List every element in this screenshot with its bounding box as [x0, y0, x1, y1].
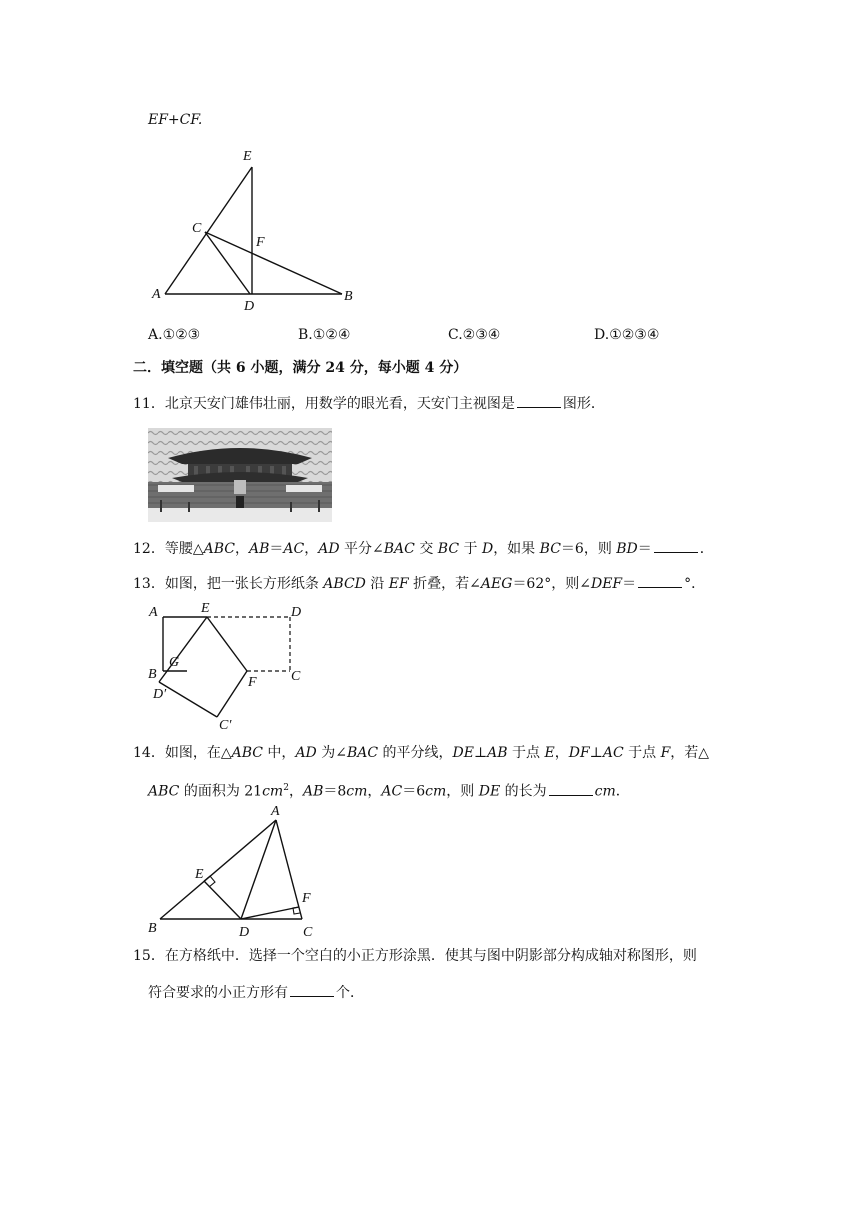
var: BC: [437, 541, 460, 557]
text: 平分∠: [339, 541, 384, 557]
text: ⊥: [474, 745, 488, 761]
var: EF: [388, 576, 409, 592]
text: ，: [234, 541, 249, 557]
foreground: [148, 508, 332, 522]
unit: cm: [262, 783, 284, 800]
question-text: 北京天安门雄伟壮丽，用数学的眼光看，天安门主视图是: [164, 396, 515, 412]
section-heading-fill-in: 二．填空题（共 6 小题，满分 24 分，每小题 4 分）: [133, 360, 468, 376]
text: ⊥: [589, 745, 603, 761]
unit: cm: [425, 783, 447, 800]
question-14: [133, 743, 709, 763]
choice-C[interactable]: [448, 325, 500, 345]
banner-right: [286, 485, 322, 492]
answer-blank[interactable]: [549, 781, 593, 796]
text: 中，: [262, 745, 296, 761]
answer-blank[interactable]: [638, 573, 682, 588]
text: ，: [554, 745, 569, 761]
question-number: 12．: [133, 541, 165, 557]
question-tail: 个．: [336, 985, 364, 1001]
choice-D[interactable]: [594, 325, 659, 345]
var: AC: [381, 783, 403, 800]
var: F: [660, 745, 671, 761]
label-B: B: [344, 289, 353, 304]
text: ＝8: [323, 783, 347, 800]
var: BC: [539, 541, 561, 557]
text: 于点: [507, 745, 545, 761]
label-F: F: [302, 891, 311, 906]
var: BAC: [346, 745, 379, 761]
label-B: B: [148, 667, 157, 682]
var: DEF: [590, 576, 623, 592]
text: 如图，把一张长方形纸条: [164, 576, 324, 592]
var: ABC: [148, 783, 180, 800]
text: ＝62°，则∠: [512, 576, 591, 592]
text: 于点: [623, 745, 661, 761]
var: AC: [602, 745, 624, 761]
var: AB: [487, 745, 508, 761]
question-14-line-2: [148, 778, 630, 802]
question-tail: ．: [699, 541, 714, 557]
question-text: 在方格纸中．选择一个空白的小正方形涂黑．使其与图中阴影部分构成轴对称图形，则: [164, 948, 697, 964]
text: ，: [304, 541, 319, 557]
label-A: A: [149, 605, 158, 620]
var: AB: [302, 783, 324, 800]
banner-left: [158, 485, 194, 492]
text: 如图，在△: [164, 745, 232, 761]
superscript: 2: [283, 783, 289, 793]
var: AD: [318, 541, 340, 557]
var: ABCD: [323, 576, 366, 592]
question-12: [133, 538, 714, 559]
text: 为∠: [316, 745, 347, 761]
question-tail: °．: [684, 576, 706, 592]
label-F: F: [248, 675, 257, 690]
question-15-line-2: [148, 982, 364, 1003]
var: ABC: [203, 541, 235, 557]
portrait: [234, 480, 246, 494]
text: 的长为: [500, 783, 547, 800]
choice-value: ①②③④: [609, 327, 660, 343]
text: ，若△: [670, 745, 710, 761]
gate-door: [236, 496, 244, 508]
line-CB: [205, 232, 342, 294]
choice-value: ②③④: [462, 327, 501, 343]
label-A: A: [271, 804, 280, 819]
text: 的面积为 21: [179, 783, 263, 800]
label-E: E: [201, 601, 210, 616]
question-text: 符合要求的小正方形有: [148, 985, 288, 1001]
line-Dprime-Cprime: [159, 682, 217, 717]
label-C: C: [291, 669, 301, 684]
label-F: F: [256, 235, 265, 250]
question-tail: 图形．: [562, 396, 605, 412]
var: ABC: [231, 745, 263, 761]
text: ，如果: [493, 541, 540, 557]
label-C: C: [303, 925, 313, 940]
var: E: [544, 745, 555, 761]
figure-q14-triangle: [140, 800, 360, 940]
line-Cprime-F: [217, 671, 247, 717]
choice-B[interactable]: [298, 325, 350, 345]
text: ，: [367, 783, 382, 800]
choice-letter: C.: [448, 327, 463, 343]
choice-letter: A.: [148, 327, 163, 343]
text: ＝: [622, 576, 637, 592]
choice-value: ①②④: [312, 327, 351, 343]
label-D-prime: D′: [153, 687, 167, 702]
var: D: [481, 541, 494, 557]
text: ，则: [446, 783, 479, 800]
choice-letter: D.: [594, 327, 610, 343]
label-C: C: [192, 221, 202, 236]
choice-value: ①②③: [162, 327, 201, 343]
var: AD: [295, 745, 317, 761]
question-tail: ．: [615, 783, 630, 800]
var: BD: [616, 541, 638, 557]
label-A: A: [152, 287, 161, 302]
text: ＝6: [402, 783, 426, 800]
unit: cm: [346, 783, 368, 800]
question-11: [133, 393, 605, 414]
var: AC: [283, 541, 305, 557]
line-DF: [241, 907, 299, 919]
text: 折叠，若∠: [408, 576, 481, 592]
question-number: 15．: [133, 948, 165, 964]
label-B: B: [148, 921, 157, 936]
unit: cm: [594, 783, 616, 800]
line-EF: [207, 617, 247, 671]
var: AEG: [480, 576, 513, 592]
label-C-prime: C′: [219, 718, 232, 733]
text: 等腰△: [164, 541, 204, 557]
line-AC: [276, 820, 302, 919]
choice-letter: B.: [298, 327, 313, 343]
question-number: 14．: [133, 745, 165, 761]
figure-q10-triangle: [140, 140, 380, 315]
text: 交: [414, 541, 438, 557]
text: ＝6，则: [560, 541, 617, 557]
text: ＝: [269, 541, 284, 557]
line-CD: [205, 232, 250, 294]
line-ED-prime: [159, 617, 207, 682]
label-D: D: [239, 925, 250, 940]
text: 的平分线，: [378, 745, 453, 761]
figure-q13-folded-strip: [145, 598, 320, 733]
var: DE: [478, 783, 501, 800]
text: ，: [288, 783, 303, 800]
answer-blank[interactable]: [654, 538, 698, 553]
var: DF: [568, 745, 590, 761]
previous-question-tail: EF+CF.: [148, 112, 203, 128]
var: BAC: [383, 541, 415, 557]
text: 于: [459, 541, 482, 557]
line-AE: [165, 167, 252, 294]
text: ＝: [637, 541, 652, 557]
label-D: D: [291, 605, 302, 620]
question-number: 13．: [133, 576, 165, 592]
tiananmen-photo: [148, 428, 332, 522]
label-E: E: [195, 867, 204, 882]
label-E: E: [243, 149, 252, 164]
text: 沿: [365, 576, 389, 592]
label-G: G: [169, 655, 180, 670]
answer-blank[interactable]: [517, 393, 561, 408]
var: DE: [452, 745, 474, 761]
question-13: [133, 573, 705, 594]
label-D: D: [244, 299, 255, 314]
question-number: 11．: [133, 396, 165, 412]
var: AB: [248, 541, 270, 557]
answer-blank[interactable]: [290, 982, 334, 997]
question-15: [133, 946, 697, 966]
choice-A[interactable]: [148, 325, 200, 345]
